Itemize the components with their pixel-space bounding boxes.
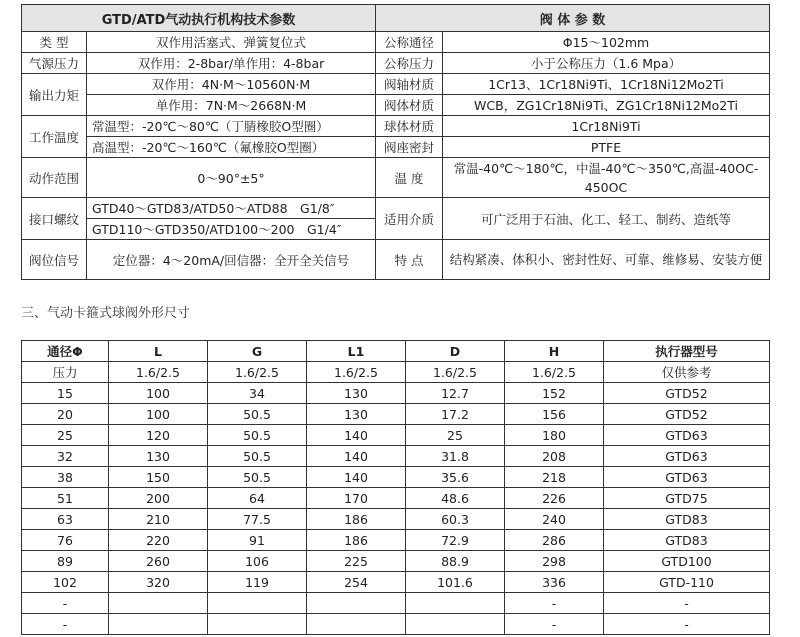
spec-value: WCB，ZG1Cr18Ni9Ti、ZG1Cr18Ni12Mo2Ti <box>443 95 770 116</box>
table-cell: GTD63 <box>604 467 770 488</box>
spec-value: 定位器：4～20mA/回信器：全开全关信号 <box>87 240 376 280</box>
table-cell: GTD83 <box>604 530 770 551</box>
table-cell: 102 <box>22 572 109 593</box>
table-cell: 180 <box>505 425 604 446</box>
table-row <box>22 362 770 383</box>
table-row <box>22 383 770 404</box>
table-cell: 320 <box>109 572 208 593</box>
table-cell <box>208 614 307 635</box>
spec-value: 常温型：-20℃～80℃（丁腈橡胶O型圈） <box>87 116 376 137</box>
table-cell: 218 <box>505 467 604 488</box>
table-cell <box>109 593 208 614</box>
table-cell: 140 <box>307 446 406 467</box>
table-cell: 208 <box>505 446 604 467</box>
table-cell: 89 <box>22 551 109 572</box>
spec-label: 公称压力 <box>376 53 443 74</box>
column-header: H <box>505 341 604 362</box>
spec-label: 公称通径 <box>376 32 443 53</box>
table-cell: 34 <box>208 383 307 404</box>
table-cell: 150 <box>109 467 208 488</box>
table-cell: 77.5 <box>208 509 307 530</box>
spec-label: 阀位信号 <box>22 240 87 280</box>
table-row <box>22 509 770 530</box>
table-cell: - <box>22 593 109 614</box>
table-cell: 140 <box>307 425 406 446</box>
table-cell: 仅供参考 <box>604 362 770 383</box>
table-row <box>22 572 770 593</box>
table-cell: 200 <box>109 488 208 509</box>
table-cell: 130 <box>307 383 406 404</box>
table-cell: 119 <box>208 572 307 593</box>
table-cell: - <box>505 593 604 614</box>
table-cell: 210 <box>109 509 208 530</box>
table-cell: GTD-110 <box>604 572 770 593</box>
column-header: L <box>109 341 208 362</box>
table-cell <box>307 614 406 635</box>
table-cell <box>307 593 406 614</box>
table-cell: 106 <box>208 551 307 572</box>
table-row <box>22 425 770 446</box>
table-cell: 286 <box>505 530 604 551</box>
table-cell: 1.6/2.5 <box>406 362 505 383</box>
table-cell: GTD52 <box>604 404 770 425</box>
table-cell: 76 <box>22 530 109 551</box>
table-cell: 60.3 <box>406 509 505 530</box>
table-cell: 88.9 <box>406 551 505 572</box>
dimension-table-body <box>22 362 770 635</box>
table-cell: 101.6 <box>406 572 505 593</box>
spec-label: 球体材质 <box>376 116 443 137</box>
table-cell: 152 <box>505 383 604 404</box>
spec-value: 小于公称压力（1.6 Mpa） <box>443 53 770 74</box>
table-cell: 48.6 <box>406 488 505 509</box>
spec-label: 阀体材质 <box>376 95 443 116</box>
table-cell: GTD52 <box>604 383 770 404</box>
table-cell: 336 <box>505 572 604 593</box>
table-cell: 63 <box>22 509 109 530</box>
table-cell: 64 <box>208 488 307 509</box>
table-cell: 260 <box>109 551 208 572</box>
column-header: 通径Φ <box>22 341 109 362</box>
table-cell: 91 <box>208 530 307 551</box>
table-cell: 12.7 <box>406 383 505 404</box>
table-cell: 50.5 <box>208 404 307 425</box>
table-row <box>22 467 770 488</box>
table-cell: GTD75 <box>604 488 770 509</box>
table-cell: 31.8 <box>406 446 505 467</box>
spec-label: 气源压力 <box>22 53 87 74</box>
table-cell <box>406 593 505 614</box>
spec-label: 特 点 <box>376 240 443 280</box>
table-cell: 240 <box>505 509 604 530</box>
spec-label: 类 型 <box>22 32 87 53</box>
table-cell: 50.5 <box>208 446 307 467</box>
actuator-spec-title: GTD/ATD气动执行机构技术参数 <box>22 5 376 32</box>
table-cell: 72.9 <box>406 530 505 551</box>
table-cell: 1.6/2.5 <box>109 362 208 383</box>
table-cell: - <box>22 614 109 635</box>
spec-label: 输出力矩 <box>22 74 87 116</box>
table-cell: 17.2 <box>406 404 505 425</box>
dimension-table <box>21 340 770 635</box>
column-header: 执行器型号 <box>604 341 770 362</box>
spec-value: 双作用：4N·M～10560N·M <box>87 74 376 95</box>
table-cell: GTD63 <box>604 446 770 467</box>
section-title: 三、气动卡箍式球阀外形尺寸 <box>21 306 191 321</box>
spec-value: 0～90°±5° <box>87 158 376 198</box>
spec-value: 1Cr18Ni9Ti <box>443 116 770 137</box>
spec-value: GTD40～GTD83/ATD50～ATD88 G1/8″ <box>87 198 376 219</box>
table-cell: 1.6/2.5 <box>505 362 604 383</box>
table-row <box>22 488 770 509</box>
table-cell: 51 <box>22 488 109 509</box>
table-cell: 35.6 <box>406 467 505 488</box>
table-cell: 140 <box>307 467 406 488</box>
table-cell: 25 <box>22 425 109 446</box>
spec-label: 阀座密封 <box>376 137 443 158</box>
table-cell: 130 <box>109 446 208 467</box>
spec-value: PTFE <box>443 137 770 158</box>
spec-value: 双作用：2-8bar/单作用：4-8bar <box>87 53 376 74</box>
spec-value: 高温型：-20℃～160℃（氟橡胶O型圈） <box>87 137 376 158</box>
table-cell <box>109 614 208 635</box>
table-cell: 130 <box>307 404 406 425</box>
spec-value: 单作用：7N·M～2668N·M <box>87 95 376 116</box>
column-header: L1 <box>307 341 406 362</box>
table-cell: 156 <box>505 404 604 425</box>
table-cell: 15 <box>22 383 109 404</box>
table-cell: 1.6/2.5 <box>208 362 307 383</box>
table-cell: 220 <box>109 530 208 551</box>
column-header: G <box>208 341 307 362</box>
table-row <box>22 446 770 467</box>
table-row <box>22 530 770 551</box>
spec-label: 阀轴材质 <box>376 74 443 95</box>
table-cell: GTD63 <box>604 425 770 446</box>
table-cell: - <box>604 614 770 635</box>
table-cell: - <box>505 614 604 635</box>
table-cell: 1.6/2.5 <box>307 362 406 383</box>
table-cell: GTD100 <box>604 551 770 572</box>
table-cell: 100 <box>109 383 208 404</box>
spec-value: 1Cr13、1Cr18Ni9Ti、1Cr18Ni12Mo2Ti <box>443 74 770 95</box>
spec-label: 工作温度 <box>22 116 87 158</box>
column-header: D <box>406 341 505 362</box>
table-cell <box>406 614 505 635</box>
actuator-spec-table <box>21 4 770 280</box>
spec-value: GTD110～GTD350/ATD100～200 G1/4″ <box>87 219 376 240</box>
table-cell: 186 <box>307 509 406 530</box>
table-cell: 32 <box>22 446 109 467</box>
spec-label: 动作范围 <box>22 158 87 198</box>
table-cell: - <box>604 593 770 614</box>
table-cell: 254 <box>307 572 406 593</box>
table-cell: 38 <box>22 467 109 488</box>
spec-value: 结构紧凑、体积小、密封性好、可靠、维修易、安装方便 <box>443 240 770 280</box>
table-row <box>22 614 770 635</box>
table-row <box>22 593 770 614</box>
spec-value: 可广泛用于石油、化工、轻工、制药、造纸等 <box>443 198 770 240</box>
spec-label: 温 度 <box>376 158 443 198</box>
table-cell: 50.5 <box>208 467 307 488</box>
table-cell: 225 <box>307 551 406 572</box>
table-cell: 压力 <box>22 362 109 383</box>
spec-value: Φ15～102mm <box>443 32 770 53</box>
spec-label: 适用介质 <box>376 198 443 240</box>
table-cell: 186 <box>307 530 406 551</box>
spec-label: 接口螺纹 <box>22 198 87 240</box>
valve-body-spec-title: 阀 体 参 数 <box>376 5 770 32</box>
table-cell: 298 <box>505 551 604 572</box>
table-row <box>22 404 770 425</box>
table-cell <box>208 593 307 614</box>
table-cell: 120 <box>109 425 208 446</box>
table-cell: 170 <box>307 488 406 509</box>
table-row <box>22 551 770 572</box>
table-cell: 100 <box>109 404 208 425</box>
table-cell: GTD83 <box>604 509 770 530</box>
table-cell: 226 <box>505 488 604 509</box>
table-cell: 20 <box>22 404 109 425</box>
table-cell: 50.5 <box>208 425 307 446</box>
table-cell: 25 <box>406 425 505 446</box>
spec-value: 常温-40℃～180℃，中温-40℃～350℃,高温-40OC-450OC <box>443 158 770 198</box>
spec-value: 双作用活塞式、弹簧复位式 <box>87 32 376 53</box>
